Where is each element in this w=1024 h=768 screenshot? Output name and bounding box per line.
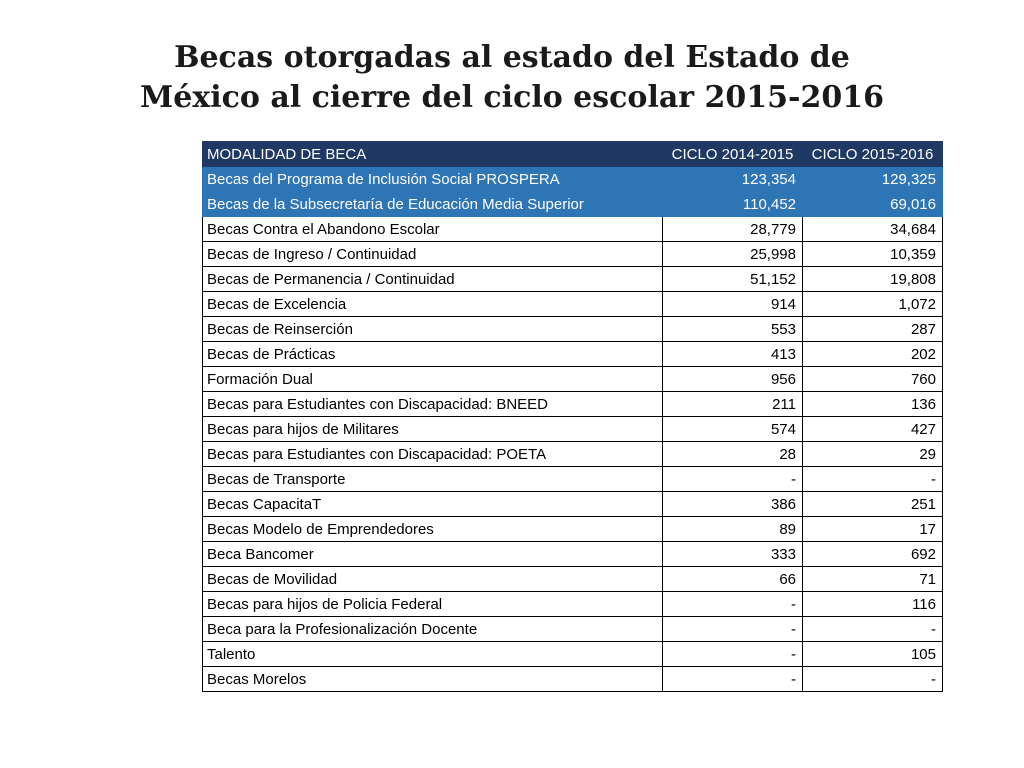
table-row xyxy=(203,217,943,242)
cell-ciclo-2015-2016: 105 xyxy=(803,642,943,667)
cell-ciclo-2014-2015: 553 xyxy=(663,317,803,342)
cell-modalidad: Becas de Permanencia / Continuidad xyxy=(203,267,663,292)
cell-ciclo-2015-2016: 427 xyxy=(803,417,943,442)
cell-ciclo-2014-2015: 123,354 xyxy=(663,167,803,192)
table-row xyxy=(203,592,943,617)
header-ciclo-2015-2016: CICLO 2015-2016 xyxy=(803,142,943,167)
header-ciclo-2014-2015: CICLO 2014-2015 xyxy=(663,142,803,167)
table-header-row xyxy=(203,142,943,167)
cell-ciclo-2014-2015: 28,779 xyxy=(663,217,803,242)
table-row xyxy=(203,667,943,692)
table-body xyxy=(203,167,943,692)
cell-ciclo-2015-2016: 34,684 xyxy=(803,217,943,242)
cell-ciclo-2015-2016: 760 xyxy=(803,367,943,392)
cell-modalidad: Talento xyxy=(203,642,663,667)
table-row xyxy=(203,317,943,342)
cell-modalidad: Becas de Movilidad xyxy=(203,567,663,592)
cell-ciclo-2014-2015: - xyxy=(663,467,803,492)
cell-ciclo-2014-2015: 333 xyxy=(663,542,803,567)
table-row xyxy=(203,542,943,567)
cell-ciclo-2014-2015: 51,152 xyxy=(663,267,803,292)
cell-ciclo-2015-2016: 19,808 xyxy=(803,267,943,292)
title-line-1: Becas otorgadas al estado del Estado de xyxy=(174,40,850,76)
cell-modalidad: Becas Contra el Abandono Escolar xyxy=(203,217,663,242)
cell-ciclo-2014-2015: 386 xyxy=(663,492,803,517)
page-title xyxy=(0,38,1024,118)
table-row xyxy=(203,567,943,592)
cell-modalidad: Beca para la Profesionalización Docente xyxy=(203,617,663,642)
table-row xyxy=(203,292,943,317)
cell-modalidad: Becas de Excelencia xyxy=(203,292,663,317)
cell-ciclo-2015-2016: 136 xyxy=(803,392,943,417)
cell-ciclo-2015-2016: - xyxy=(803,667,943,692)
cell-ciclo-2014-2015: - xyxy=(663,642,803,667)
header-modalidad: MODALIDAD DE BECA xyxy=(203,142,663,167)
cell-ciclo-2015-2016: 129,325 xyxy=(803,167,943,192)
title-line-2: México al cierre del ciclo escolar 2015-2016 xyxy=(140,80,884,116)
table-row xyxy=(203,617,943,642)
table-row xyxy=(203,392,943,417)
table-row xyxy=(203,192,943,217)
table-row xyxy=(203,242,943,267)
cell-modalidad: Becas del Programa de Inclusión Social PROSPERA xyxy=(203,167,663,192)
cell-ciclo-2014-2015: 914 xyxy=(663,292,803,317)
cell-ciclo-2015-2016: 17 xyxy=(803,517,943,542)
table-row xyxy=(203,367,943,392)
cell-ciclo-2015-2016: 1,072 xyxy=(803,292,943,317)
cell-modalidad: Becas de la Subsecretaría de Educación Media Superior xyxy=(203,192,663,217)
table-row xyxy=(203,492,943,517)
cell-modalidad: Becas para Estudiantes con Discapacidad: BNEED xyxy=(203,392,663,417)
table-row xyxy=(203,442,943,467)
scholarship-table xyxy=(202,141,943,692)
cell-ciclo-2015-2016: 116 xyxy=(803,592,943,617)
cell-ciclo-2014-2015: - xyxy=(663,667,803,692)
cell-ciclo-2014-2015: 211 xyxy=(663,392,803,417)
cell-modalidad: Becas de Prácticas xyxy=(203,342,663,367)
cell-ciclo-2015-2016: - xyxy=(803,467,943,492)
table-row xyxy=(203,517,943,542)
cell-ciclo-2015-2016: 287 xyxy=(803,317,943,342)
cell-ciclo-2015-2016: 69,016 xyxy=(803,192,943,217)
cell-ciclo-2015-2016: 71 xyxy=(803,567,943,592)
cell-modalidad: Becas Modelo de Emprendedores xyxy=(203,517,663,542)
cell-ciclo-2014-2015: 89 xyxy=(663,517,803,542)
cell-ciclo-2014-2015: 28 xyxy=(663,442,803,467)
cell-ciclo-2014-2015: 25,998 xyxy=(663,242,803,267)
cell-ciclo-2014-2015: 110,452 xyxy=(663,192,803,217)
cell-ciclo-2015-2016: 10,359 xyxy=(803,242,943,267)
table-row xyxy=(203,417,943,442)
table-row xyxy=(203,342,943,367)
cell-ciclo-2015-2016: - xyxy=(803,617,943,642)
table-row xyxy=(203,167,943,192)
cell-modalidad: Becas de Ingreso / Continuidad xyxy=(203,242,663,267)
cell-modalidad: Becas de Reinserción xyxy=(203,317,663,342)
cell-ciclo-2015-2016: 29 xyxy=(803,442,943,467)
cell-ciclo-2014-2015: 574 xyxy=(663,417,803,442)
cell-modalidad: Becas para Estudiantes con Discapacidad: POETA xyxy=(203,442,663,467)
table-row xyxy=(203,642,943,667)
cell-modalidad: Becas Morelos xyxy=(203,667,663,692)
cell-modalidad: Formación Dual xyxy=(203,367,663,392)
table-row xyxy=(203,267,943,292)
cell-ciclo-2014-2015: - xyxy=(663,617,803,642)
cell-ciclo-2014-2015: 956 xyxy=(663,367,803,392)
cell-ciclo-2014-2015: 66 xyxy=(663,567,803,592)
cell-modalidad: Beca Bancomer xyxy=(203,542,663,567)
cell-modalidad: Becas CapacitaT xyxy=(203,492,663,517)
cell-ciclo-2015-2016: 202 xyxy=(803,342,943,367)
cell-ciclo-2014-2015: - xyxy=(663,592,803,617)
cell-modalidad: Becas para hijos de Militares xyxy=(203,417,663,442)
cell-ciclo-2015-2016: 692 xyxy=(803,542,943,567)
cell-modalidad: Becas para hijos de Policia Federal xyxy=(203,592,663,617)
table-row xyxy=(203,467,943,492)
cell-ciclo-2015-2016: 251 xyxy=(803,492,943,517)
cell-ciclo-2014-2015: 413 xyxy=(663,342,803,367)
cell-modalidad: Becas de Transporte xyxy=(203,467,663,492)
